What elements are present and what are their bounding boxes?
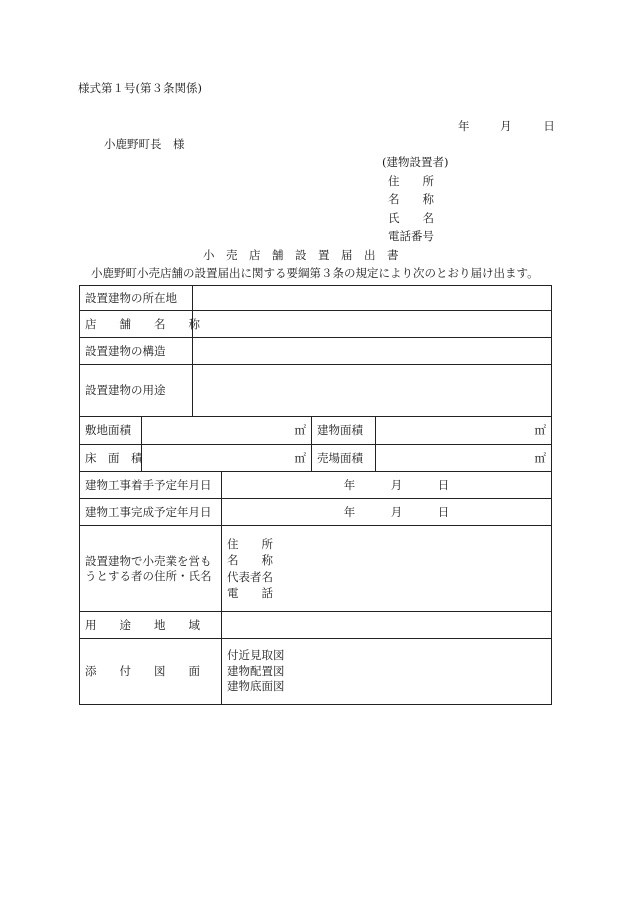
application-table: [79, 285, 552, 705]
zoning-value[interactable]: [222, 612, 552, 639]
shop-name-label: 店 舗 名 称: [80, 311, 193, 338]
operator-label: [80, 526, 222, 612]
use-label: 設置建物の用途: [80, 365, 193, 417]
site-area-label: 敷地面積: [80, 417, 142, 445]
date-month: 月: [500, 119, 512, 133]
row-construction-end: [80, 499, 552, 526]
construction-end-label: 建物工事完成予定年月日: [80, 499, 222, 526]
row-shop-name: [80, 311, 552, 338]
construction-end-date[interactable]: [222, 499, 552, 526]
location-value[interactable]: [193, 286, 552, 311]
end-month: 月: [390, 504, 403, 519]
sales-area-unit: ㎡: [534, 450, 546, 465]
site-area-value[interactable]: [142, 417, 312, 445]
date-line: [458, 121, 555, 133]
attachment-item: 建物底面図: [227, 679, 285, 694]
floor-area-value[interactable]: [142, 445, 312, 472]
shop-name-value[interactable]: [193, 311, 552, 338]
building-area-label: 建物面積: [312, 417, 376, 445]
floor-area-unit: ㎡: [294, 450, 306, 465]
start-year: 年: [343, 477, 356, 492]
row-operator: [80, 526, 552, 612]
operator-representative-label: 代表者名: [227, 569, 273, 584]
operator-phone-label: 電 話: [227, 585, 273, 600]
operator-label-line2: うとする者の住所・氏名: [85, 568, 212, 583]
structure-value[interactable]: [193, 338, 552, 365]
location-label: 設置建物の所在地: [80, 286, 193, 311]
row-location: [80, 286, 552, 311]
applicant-address-label: 住 所: [388, 174, 434, 188]
date-day: 日: [543, 119, 555, 133]
applicant-label: (建物設置者): [382, 155, 449, 169]
applicant-phone-label: 電話番号: [388, 229, 434, 243]
document-title: 小 売 店 舗 設 置 届 出 書: [203, 248, 399, 262]
applicant-person-label: 氏 名: [388, 211, 434, 225]
row-site-building-area: [80, 417, 552, 445]
construction-start-label: 建物工事着手予定年月日: [80, 472, 222, 499]
row-zoning: [80, 612, 552, 639]
row-structure: [80, 338, 552, 365]
building-area-unit: ㎡: [534, 423, 546, 438]
applicant-name-label: 名 称: [388, 192, 434, 206]
construction-start-date[interactable]: [222, 472, 552, 499]
start-day: 日: [437, 477, 450, 492]
sales-area-label: 売場面積: [312, 445, 376, 472]
sales-area-value[interactable]: [376, 445, 552, 472]
building-area-value[interactable]: [376, 417, 552, 445]
row-use: [80, 365, 552, 417]
attachments-label: 添 付 図 面: [80, 639, 222, 705]
row-construction-start: [80, 472, 552, 499]
operator-address-label: 住 所: [227, 537, 273, 552]
floor-area-label: 床 面 積: [80, 445, 142, 472]
attachment-item: 付近見取図: [227, 648, 285, 663]
use-value[interactable]: [193, 365, 552, 417]
form-number: 様式第１号(第３条関係): [78, 81, 202, 95]
site-area-unit: ㎡: [294, 423, 306, 438]
zoning-label: 用 途 地 域: [80, 612, 222, 639]
row-attachments: [80, 639, 552, 705]
attachment-item: 建物配置図: [227, 663, 285, 678]
end-day: 日: [437, 504, 450, 519]
end-year: 年: [343, 504, 356, 519]
operator-name-label: 名 称: [227, 553, 273, 568]
structure-label: 設置建物の構造: [80, 338, 193, 365]
addressee: 小鹿野町長 様: [104, 137, 185, 151]
row-floor-sales-area: [80, 445, 552, 472]
intro-text: 小鹿野町小売店舗の設置届出に関する要綱第３条の規定により次のとおり届け出ます。: [91, 266, 539, 280]
start-month: 月: [390, 477, 403, 492]
date-year: 年: [458, 119, 470, 133]
operator-value[interactable]: [222, 526, 552, 612]
attachments-list: [222, 639, 552, 705]
operator-label-line1: 設置建物で小売業を営も: [85, 553, 212, 568]
